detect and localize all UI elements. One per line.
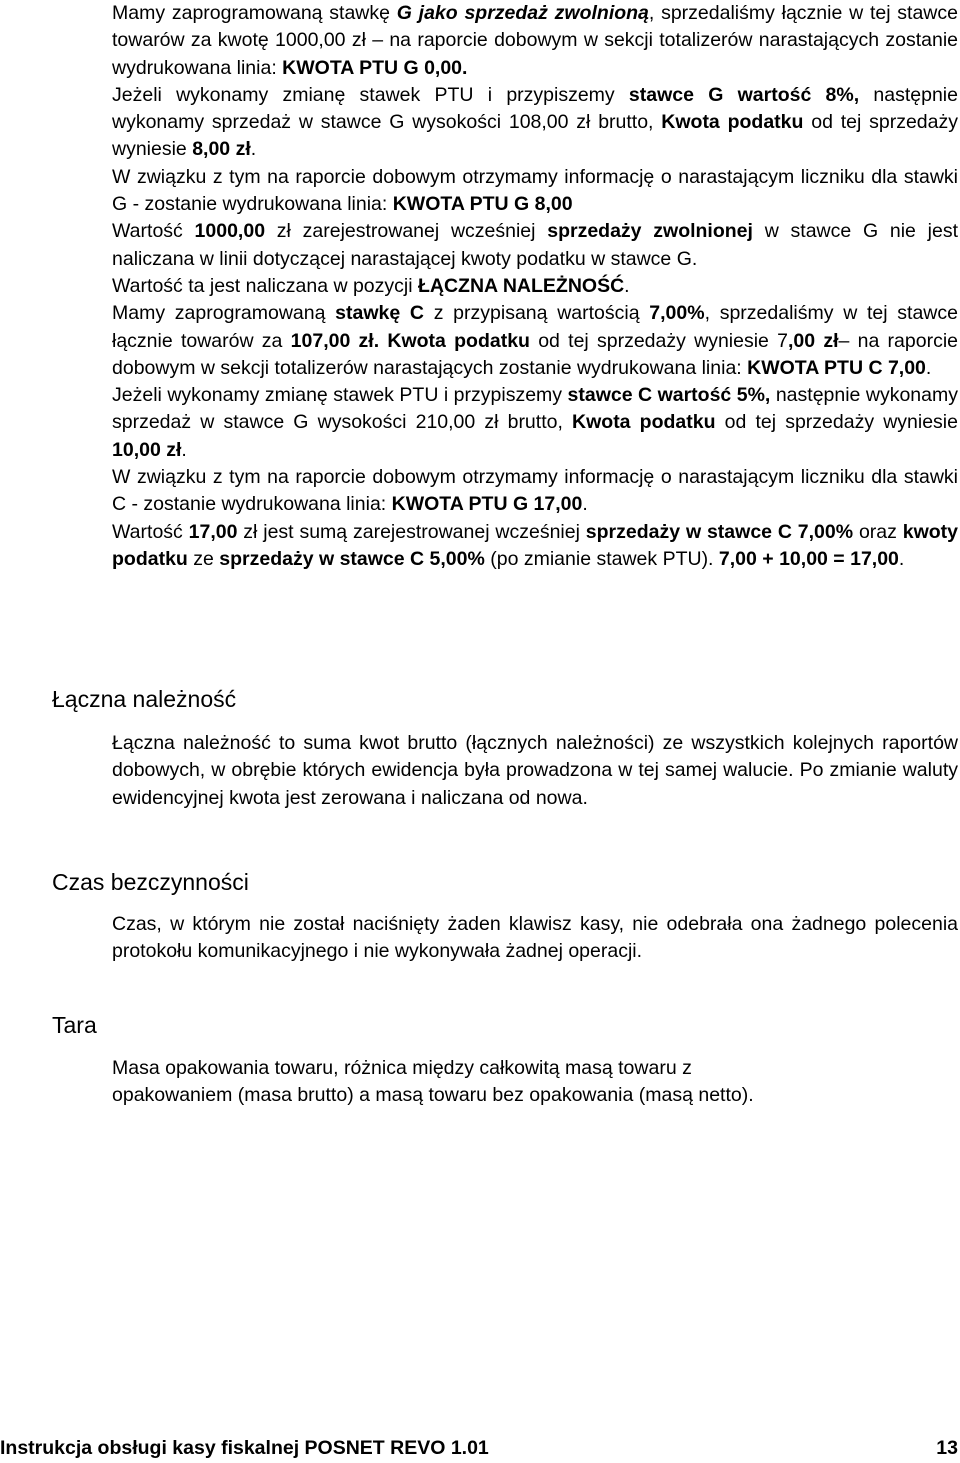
laczna-naleznosc-paragraph: Łączna należność to suma kwot brutto (łącznych należności) ze wszystkich kolejnych raportów dobowych, w obrębie których ewidencja była prowadzona w tej samej walucie. Po zmianie waluty ewidencyjnej kwota jest zerowana i naliczana od nowa. xyxy=(112,732,958,809)
heading-laczna-naleznosc: Łączna należność xyxy=(52,686,237,712)
czas-bezczynnosci-text xyxy=(112,911,958,966)
paragraph-raport-c: W związku z tym na raporcie dobowym otrzymamy informację o narastającym liczniku dla stawki C - zostanie wydrukowana linia: KWOTA PTU G 17,00. xyxy=(112,466,958,516)
paragraph-wartosc-17: Wartość 17,00 zł jest sumą zarejestrowanej wcześniej sprzedaży w stawce C 7,00% oraz kwoty podatku ze sprzedaży w stawce C 5,00% (po zmianie stawek PTU). 7,00 + 10,00 = 17,00. xyxy=(112,520,959,570)
czas-bezczynnosci-paragraph: Czas, w którym nie został naciśnięty żaden klawisz kasy, nie odebrała ona żadnego polecenia protokołu komunikacyjnego i nie wykonywała żadnej operacji. xyxy=(112,913,958,963)
tara-line-1: Masa opakowania towaru, różnica między całkowitą masą towaru z xyxy=(112,1057,692,1079)
tara-text xyxy=(112,1055,958,1110)
tara-line-2: opakowaniem (masa brutto) a masą towaru bez opakowania (masą netto). xyxy=(112,1084,754,1107)
paragraph-raport-g: W związku z tym na raporcie dobowym otrzymamy informację o narastającym liczniku dla stawki G - zostanie wydrukowana linia: KWOTA PTU G 8,00 xyxy=(112,165,958,216)
footer-title: Instrukcja obsługi kasy fiskalnej POSNET REVO 1.01 xyxy=(0,1437,489,1459)
page-number: 13 xyxy=(936,1437,958,1459)
paragraph-wartosc-1000: Wartość 1000,00 zł zarejestrowanej wcześniej sprzedaży zwolnionej w stawce G nie jest naliczana w linii dotyczącej narastającej kwoty podatku w stawce G. xyxy=(112,220,958,270)
heading-tara: Tara xyxy=(52,1012,97,1038)
intro-text-block xyxy=(112,0,958,573)
paragraph-sprzedaz-zwolniona: Mamy zaprogramowaną stawkę G jako sprzedaż zwolnioną, sprzedaliśmy łącznie w tej stawce towarów za kwotę 1000,00 zł – na raporcie dobowym w sekcji totalizerów narastających zostanie wydrukowana linia: KWOTA PTU G 0,00. xyxy=(112,2,958,79)
heading-czas-bezczynnosci: Czas bezczynności xyxy=(52,869,249,895)
paragraph-zmiana-stawki-g: Jeżeli wykonamy zmianę stawek PTU i przypiszemy stawce G wartość 8%, następnie wykonamy sprzedaż w stawce G wysokości 108,00 zł brutto, Kwota podatku od tej sprzedaży wyniesie 8,00 zł. xyxy=(112,83,958,161)
paragraph-laczna-naleznosc-ref: Wartość ta jest naliczana w pozycji ŁĄCZNA NALEŻNOŚĆ. xyxy=(112,274,630,297)
laczna-naleznosc-text xyxy=(112,730,958,812)
paragraph-stawka-c: Mamy zaprogramowaną stawkę C z przypisaną wartością 7,00%, sprzedaliśmy w tej stawce łącznie towarów za 107,00 zł. Kwota podatku od tej sprzedaży wyniesie 7,00 zł– na raporcie dobowym w sekcji totalizerów narastających zostanie wydrukowana linia: KWOTA PTU C 7,00. xyxy=(112,302,958,379)
paragraph-zmiana-stawki-c: Jeżeli wykonamy zmianę stawek PTU i przypiszemy stawce C wartość 5%, następnie wykonamy sprzedaż w stawce G wysokości 210,00 zł brutto, Kwota podatku od tej sprzedaży wyniesie 10,00 zł. xyxy=(112,384,958,461)
